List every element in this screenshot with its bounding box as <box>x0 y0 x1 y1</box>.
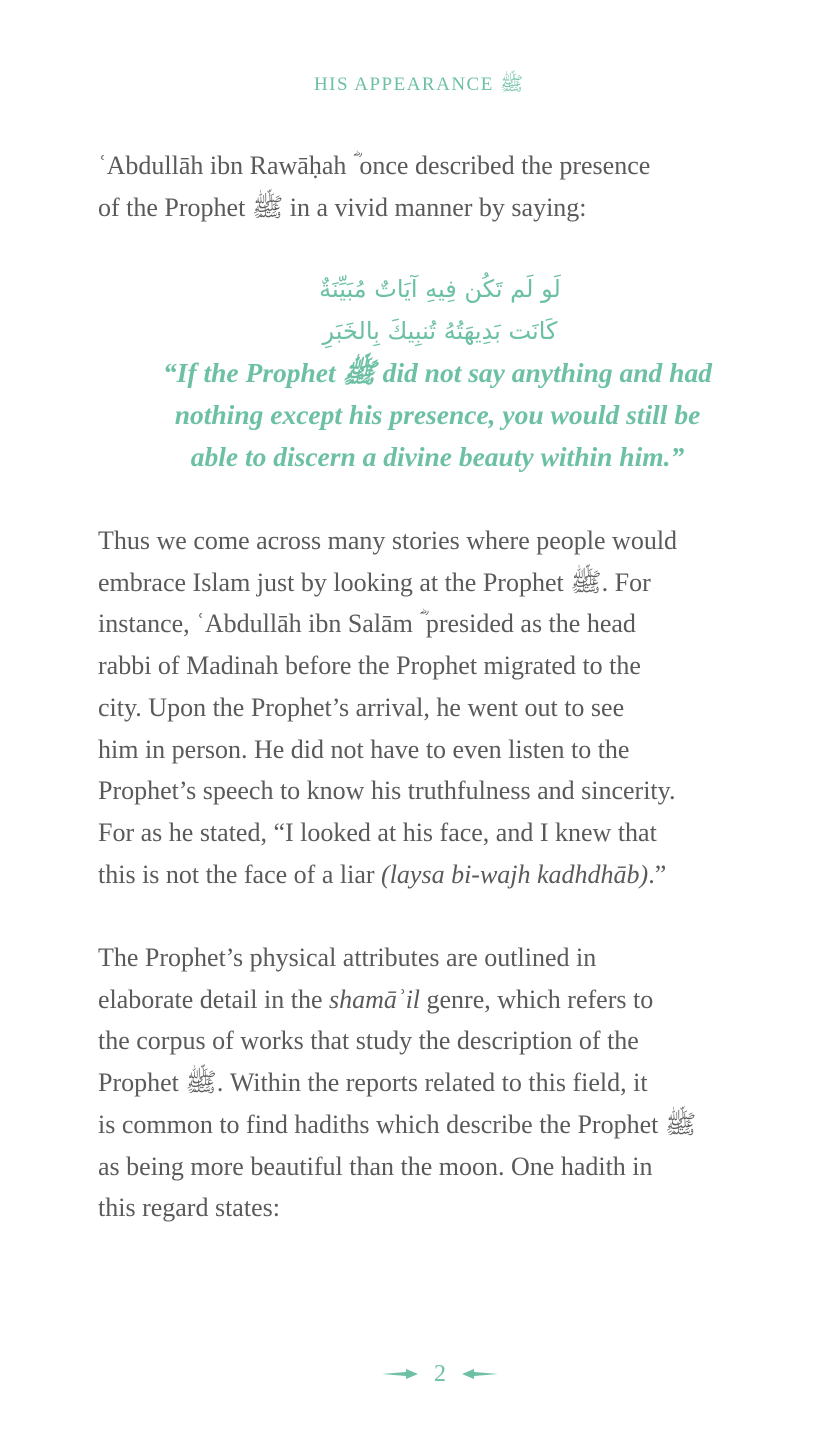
text-line <box>98 687 798 729</box>
intro-paragraph <box>98 145 798 228</box>
text-segment: For as he stated, “I looked at his face, and I knew that <box>98 817 657 847</box>
text-segment: city. Upon the Prophet’s arrival, he went out to see <box>98 692 625 722</box>
text-line <box>98 562 798 604</box>
arabic-line: كَانَت بَدِيهَتُهُ تُنبِيكَ بِالخَبَرِ <box>322 317 558 345</box>
body-paragraph-3 <box>98 937 798 1229</box>
text-segment: embrace Islam just by looking at the Prophet ﷺ. For <box>98 567 651 597</box>
arabic-line: لَو لَم تَكُن فِيهِ آيَاتٌ مُبَيِّنَةٌ <box>319 275 561 303</box>
text-segment: elaborate detail in the <box>98 984 330 1014</box>
page-number: 2 <box>434 1360 446 1387</box>
text-line <box>98 1187 798 1229</box>
text-line <box>98 937 798 979</box>
quote-line: nothing except his presence, you would still be <box>174 399 701 430</box>
right-ornament-arrow-icon <box>462 1368 498 1380</box>
italic-term: (laysa bi-wajh kadhdhāb) <box>381 859 649 889</box>
running-header: HIS APPEARANCE ﷺ <box>313 74 524 95</box>
text-segment: is common to find hadiths which describe the Prophet ﷺ <box>98 1109 697 1139</box>
text-segment: Thus we come across many stories where people would <box>98 526 678 555</box>
text-segment: .” <box>648 859 667 889</box>
text-line <box>98 645 798 687</box>
text-segment: this regard states: <box>98 1193 280 1223</box>
text-line <box>98 1062 798 1104</box>
italic-term: shamāʾil <box>329 984 421 1014</box>
page-footer <box>0 1360 837 1388</box>
text-segment: Prophet’s speech to know his truthfulness and sincerity. <box>98 776 676 806</box>
text-line <box>98 1146 798 1188</box>
left-ornament-arrow-icon <box>382 1368 418 1380</box>
text-segment: The Prophet’s physical attributes are outlined in <box>98 943 597 972</box>
text-line <box>98 520 798 562</box>
translation-quote <box>0 352 837 478</box>
text-segment: genre, which refers to <box>420 984 654 1014</box>
text-line: ʿAbdullāh ibn Rawāḥah ؓ once described the presence <box>98 151 651 180</box>
text-segment: him in person. He did not have to even listen to the <box>98 734 630 764</box>
text-segment: as being more beautiful than the moon. One hadith in <box>98 1151 653 1181</box>
text-segment: Prophet ﷺ. Within the reports related to this field, it <box>98 1068 648 1098</box>
text-segment: the corpus of works that study the description of the <box>98 1026 639 1056</box>
quote-line: “If the Prophet ﷺ did not say anything and had <box>163 357 712 388</box>
text-line <box>98 854 798 896</box>
text-line <box>98 1104 798 1146</box>
text-segment: rabbi of Madinah before the Prophet migrated to the <box>98 651 641 681</box>
text-segment: instance, ʿAbdullāh ibn Salām ؓ presided as the head <box>98 609 636 639</box>
text-line <box>98 1020 798 1062</box>
text-line <box>98 603 798 645</box>
text-line: of the Prophet ﷺ in a vivid manner by saying: <box>98 192 587 222</box>
text-line <box>98 729 798 771</box>
text-segment: this is not the face of a liar <box>98 859 382 889</box>
body-paragraph-2 <box>98 520 798 895</box>
arabic-verse <box>0 268 837 352</box>
quote-line: able to discern a divine beauty within him.” <box>190 441 685 472</box>
text-line <box>98 812 798 854</box>
text-line <box>98 979 798 1021</box>
text-line <box>98 770 798 812</box>
